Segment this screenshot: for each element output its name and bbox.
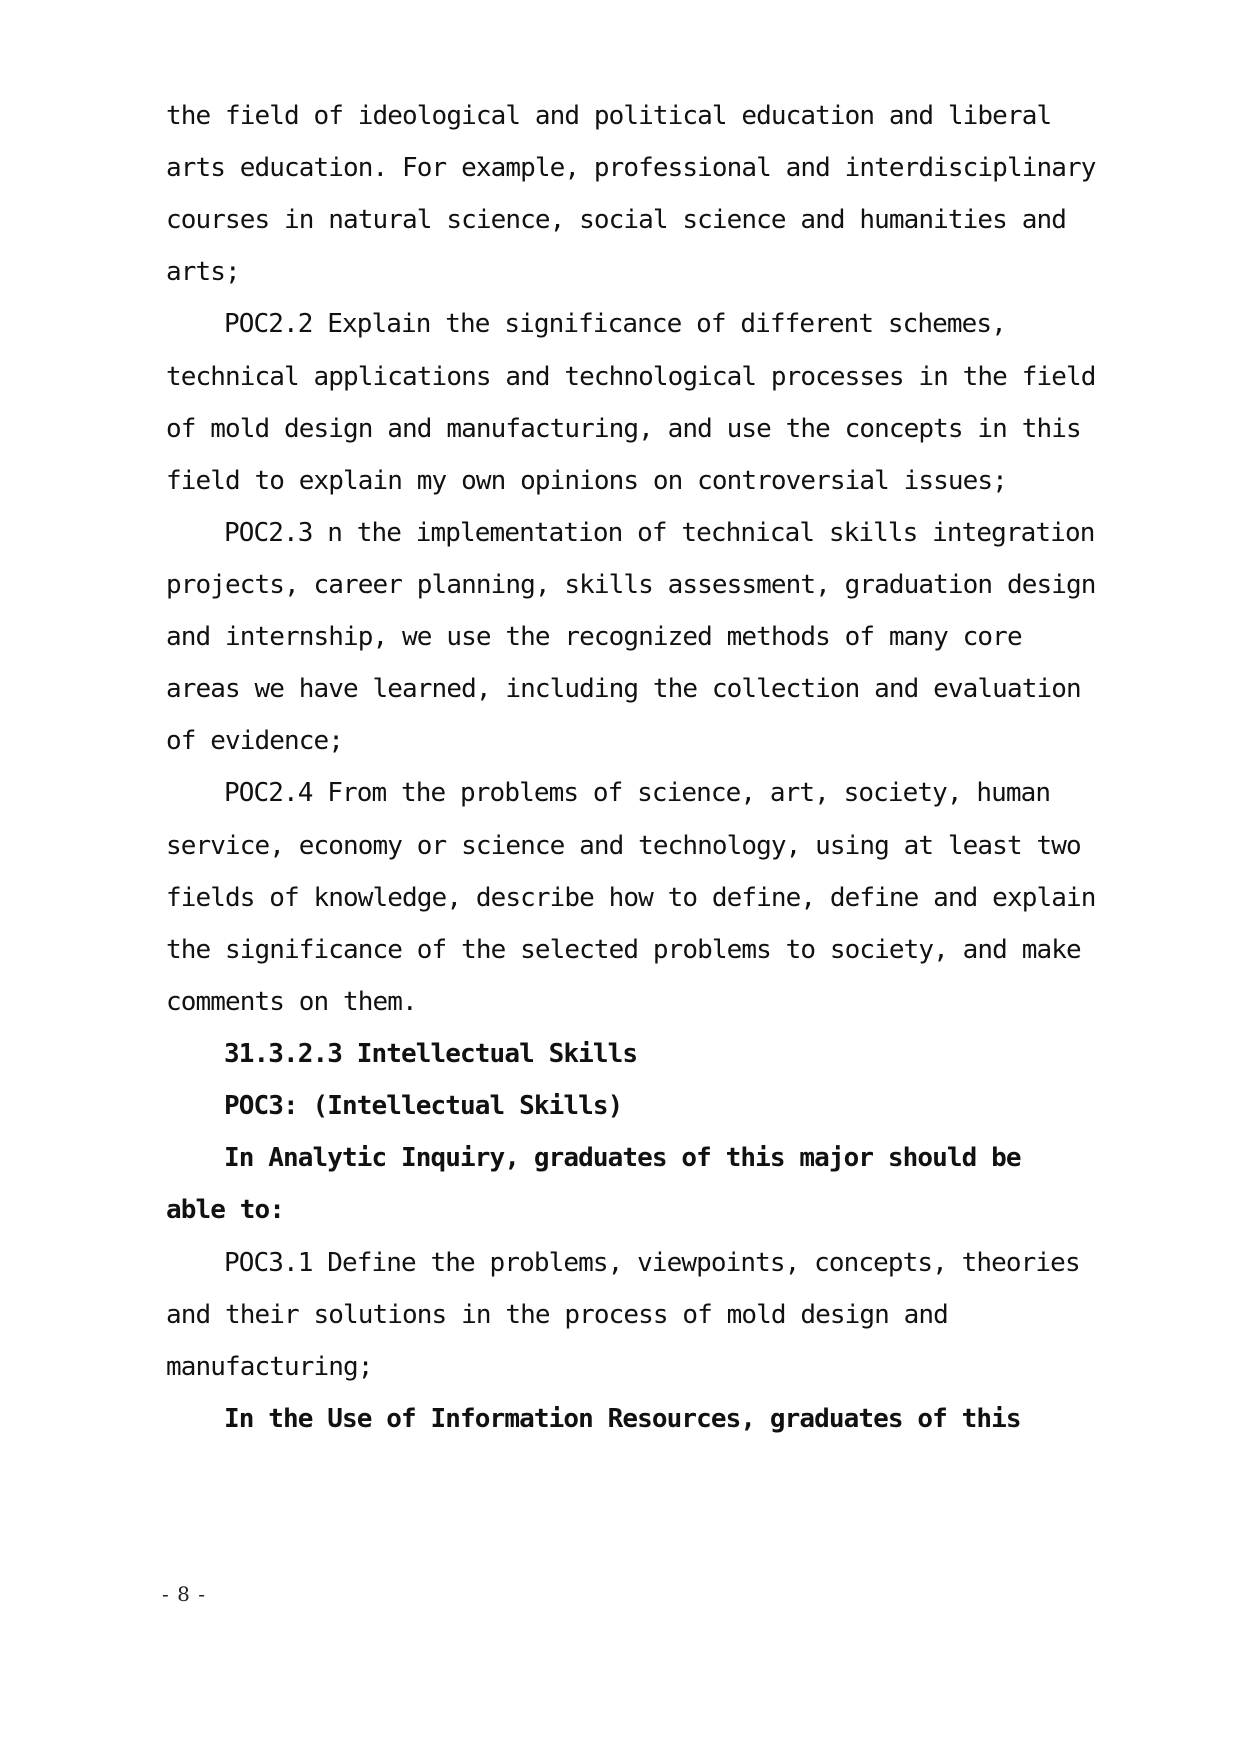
text-line: arts education. For example, professional and interdisciplinary	[166, 153, 1096, 183]
text-line: field to explain my own opinions on controversial issues;	[166, 466, 1007, 496]
text-line: the significance of the selected problems to society, and make	[166, 935, 1081, 965]
section-heading: 31.3.2.3 Intellectual Skills	[224, 1039, 638, 1069]
text-line: manufacturing;	[166, 1352, 373, 1382]
text-line: projects, career planning, skills assessment, graduation design	[166, 570, 1096, 600]
text-line: POC2.3 n the implementation of technical skills integration	[224, 518, 1095, 548]
text-line: of evidence;	[166, 726, 344, 756]
bold-text-line: able to:	[166, 1195, 285, 1225]
page-number: - 8 -	[162, 1582, 206, 1606]
text-line: POC2.4 From the problems of science, art, society, human	[224, 778, 1051, 808]
text-line: and their solutions in the process of mold design and	[166, 1300, 948, 1330]
subsection-heading: POC3: (Intellectual Skills)	[224, 1091, 623, 1121]
text-line: technical applications and technological processes in the field	[166, 362, 1096, 392]
text-line: fields of knowledge, describe how to define, define and explain	[166, 883, 1096, 913]
text-line: courses in natural science, social science and humanities and	[166, 205, 1066, 235]
text-line: of mold design and manufacturing, and use the concepts in this	[166, 414, 1081, 444]
text-line: POC2.2 Explain the significance of different schemes,	[224, 309, 1006, 339]
bold-text-line: In the Use of Information Resources, graduates of this	[224, 1404, 1021, 1434]
bold-text-line: In Analytic Inquiry, graduates of this major should be	[224, 1143, 1021, 1173]
text-line: areas we have learned, including the collection and evaluation	[166, 674, 1081, 704]
text-line: comments on them.	[166, 987, 417, 1017]
text-line: and internship, we use the recognized methods of many core	[166, 622, 1022, 652]
text-line: POC3.1 Define the problems, viewpoints, concepts, theories	[224, 1248, 1080, 1278]
text-line: the field of ideological and political education and liberal	[166, 101, 1052, 131]
text-line: arts;	[166, 257, 240, 287]
text-line: service, economy or science and technology, using at least two	[166, 831, 1081, 861]
